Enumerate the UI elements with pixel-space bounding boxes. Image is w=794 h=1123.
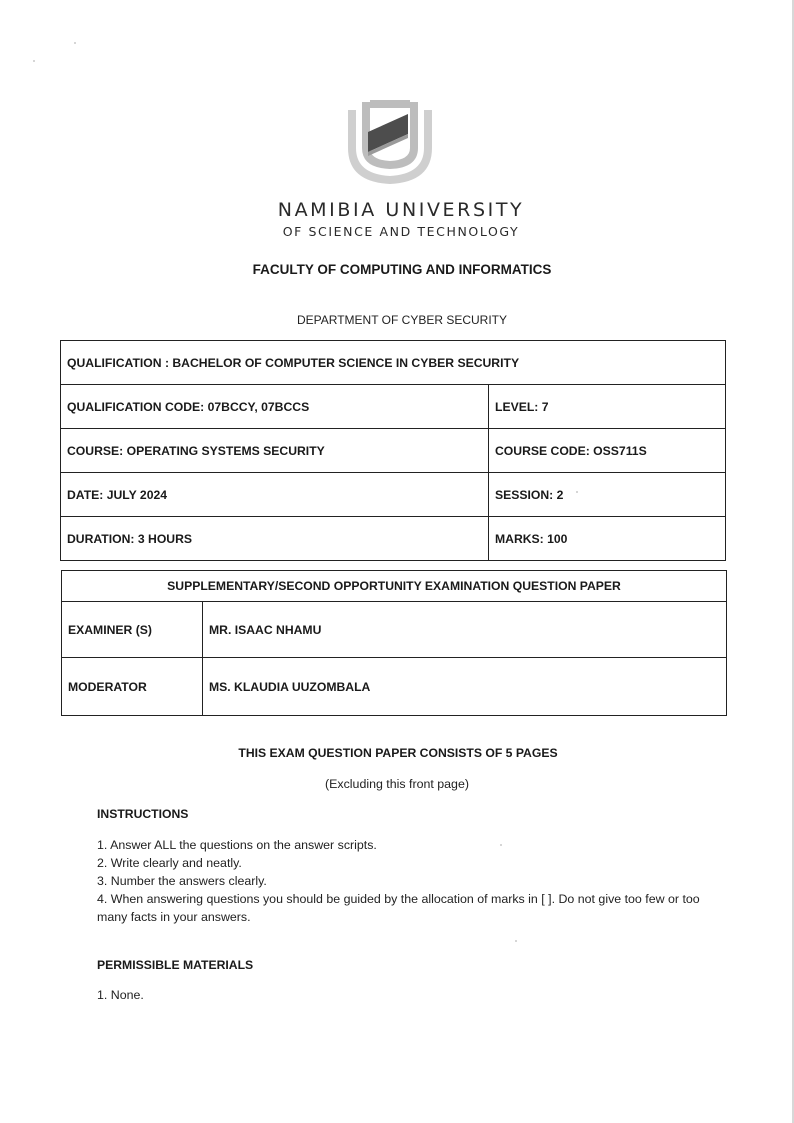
scan-speck: [576, 491, 578, 493]
instructions-list: [97, 836, 707, 926]
university-subtitle: OF SCIENCE AND TECHNOLOGY: [282, 224, 520, 239]
date-cell: DATE: JULY 2024: [61, 473, 489, 517]
nust-shield-logo-icon: [344, 96, 436, 188]
instructions-heading: INSTRUCTIONS: [97, 807, 189, 821]
list-item: 4. When answering questions you should be guided by the allocation of marks in [ ]. Do not give too few or too many facts in your answers.: [97, 892, 700, 924]
table-row: [61, 517, 726, 561]
qualification-table: [60, 340, 726, 561]
examination-table: [61, 570, 727, 716]
qualification-code-cell: QUALIFICATION CODE: 07BCCY, 07BCCS: [61, 385, 489, 429]
table-row: [61, 385, 726, 429]
scan-speck: [33, 60, 35, 62]
table-row: [62, 602, 727, 658]
course-cell: COURSE: OPERATING SYSTEMS SECURITY: [61, 429, 489, 473]
list-item: 3. Number the answers clearly.: [97, 874, 267, 888]
examiner-label: EXAMINER (S): [62, 602, 203, 658]
table-row: [62, 571, 727, 602]
scan-speck: [74, 42, 76, 44]
materials-list: [97, 988, 144, 1002]
scan-speck: [500, 844, 502, 846]
faculty-title: FACULTY OF COMPUTING AND INFORMATICS: [252, 262, 552, 277]
session-cell: SESSION: 2: [489, 473, 726, 517]
marks-cell: MARKS: 100: [489, 517, 726, 561]
department-title: DEPARTMENT OF CYBER SECURITY: [296, 313, 508, 327]
university-name: NAMIBIA UNIVERSITY: [277, 199, 525, 221]
table-row: [61, 473, 726, 517]
materials-heading: PERMISSIBLE MATERIALS: [97, 958, 254, 972]
exam-type-header: SUPPLEMENTARY/SECOND OPPORTUNITY EXAMINATION QUESTION PAPER: [62, 571, 727, 602]
page-count-note: THIS EXAM QUESTION PAPER CONSISTS OF 5 PAGES: [238, 746, 558, 760]
list-item: 1. None.: [97, 988, 144, 1002]
level-cell: LEVEL: 7: [489, 385, 726, 429]
list-item: 1. Answer ALL the questions on the answer scripts.: [97, 838, 377, 852]
qualification-cell: QUALIFICATION : BACHELOR OF COMPUTER SCIENCE IN CYBER SECURITY: [61, 341, 726, 385]
list-item: 2. Write clearly and neatly.: [97, 856, 242, 870]
table-row: [61, 341, 726, 385]
front-page-note: (Excluding this front page): [325, 777, 469, 791]
moderator-value: MS. KLAUDIA UUZOMBALA: [203, 658, 727, 716]
course-code-cell: COURSE CODE: OSS711S: [489, 429, 726, 473]
table-row: [62, 658, 727, 716]
moderator-label: MODERATOR: [62, 658, 203, 716]
scan-speck: [515, 940, 517, 942]
examiner-value: MR. ISAAC NHAMU: [203, 602, 727, 658]
table-row: [61, 429, 726, 473]
duration-cell: DURATION: 3 HOURS: [61, 517, 489, 561]
